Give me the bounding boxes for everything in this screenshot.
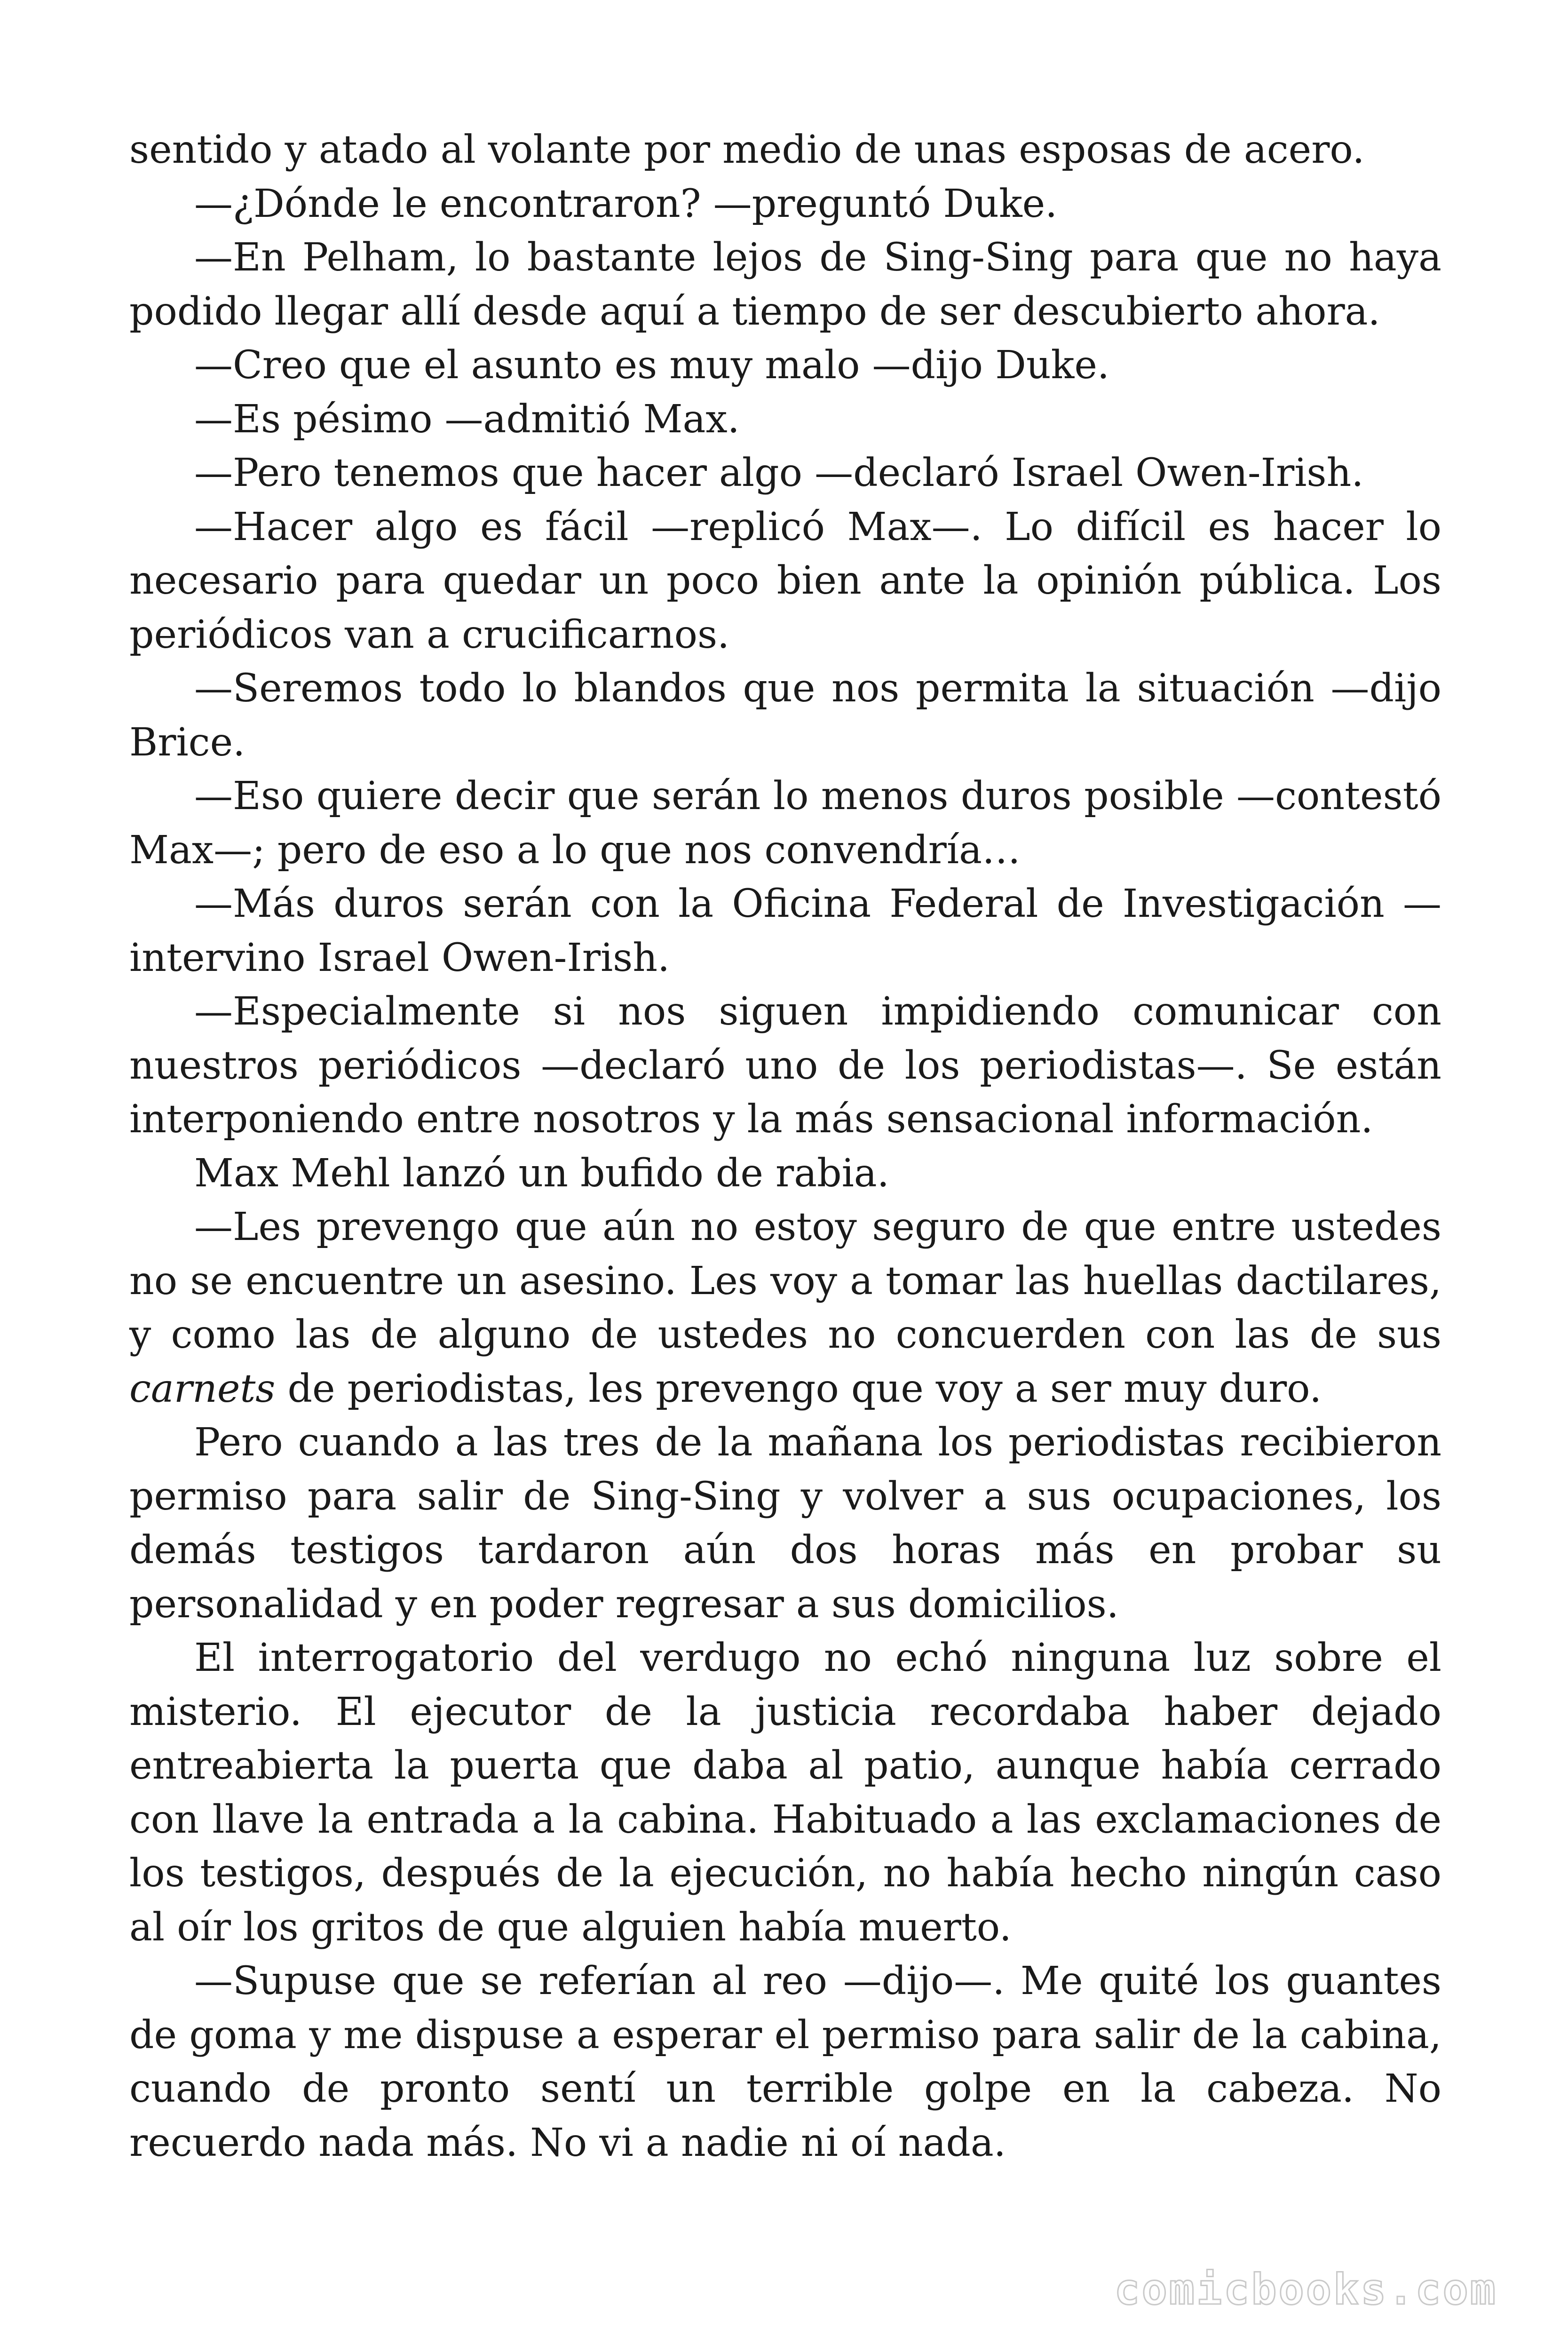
paragraph: sentido y atado al volante por medio de unas esposas de acero. (129, 127, 1365, 172)
paragraph: —Supuse que se referían al reo —dijo—. Me quité los guantes de goma y me dispuse a esperar el permiso para salir de la cabina, cuando de pronto sentí un terrible golpe en la cabeza. No recuerdo nada más. No vi a nadie ni oí nada. (129, 1959, 1441, 2165)
paragraph (129, 1200, 1441, 1416)
paragraph: —Hacer algo es fácil —replicó Max—. Lo difícil es hacer lo necesario para quedar un poco bien ante la opinión pública. Los periódicos van a crucificarnos. (129, 504, 1441, 657)
paragraph-text: de periodistas, les prevengo que voy a ser muy duro. (275, 1366, 1322, 1411)
paragraph: —Seremos todo lo blandos que nos permita la situación —dijo Brice. (129, 666, 1441, 765)
body-text (129, 123, 1441, 2170)
italic-word: carnets (129, 1366, 276, 1411)
paragraph: —Pero tenemos que hacer algo —declaró Israel Owen-Irish. (194, 451, 1364, 495)
paragraph: —Más duros serán con la Oficina Federal de Investigación — intervino Israel Owen-Irish. (129, 882, 1441, 980)
paragraph: —Creo que el asunto es muy malo —dijo Duke. (194, 343, 1109, 388)
paragraph: —Eso quiere decir que serán lo menos duros posible —contestó Max—; pero de eso a lo que nos convendría… (129, 774, 1441, 873)
paragraph: Max Mehl lanzó un bufido de rabia. (194, 1151, 889, 1196)
paragraph: Pero cuando a las tres de la mañana los periodistas recibieron permiso para salir de Sing-Sing y volver a sus ocupaciones, los demás testigos tardaron aún dos horas más en probar su personalidad y en poder regresar a sus domicilios. (129, 1420, 1441, 1627)
paragraph: El interrogatorio del verdugo no echó ninguna luz sobre el misterio. El ejecutor de la justicia recordaba haber dejado entreabierta la puerta que daba al patio, aunque había cerrado con llave la entrada a la cabina. Habituado a las exclamaciones de los testigos, después de la ejecución, no había hecho ningún caso al oír los gritos de que alguien había muerto. (129, 1636, 1441, 1950)
paragraph: —¿Dónde le encontraron? —preguntó Duke. (194, 181, 1058, 226)
paragraph: —En Pelham, lo bastante lejos de Sing-Sing para que no haya podido llegar allí desde aquí a tiempo de ser descubierto ahora. (129, 235, 1441, 334)
site-watermark: comicbooks.com (1114, 2265, 1497, 2314)
paragraph: —Especialmente si nos siguen impidiendo comunicar con nuestros periódicos —declaró uno de los periodistas—. Se están interponiendo entre nosotros y la más sensacional información. (129, 989, 1441, 1142)
paragraph-text: —Les prevengo que aún no estoy seguro de que entre ustedes no se encuentre un asesino. Les voy a tomar las huellas dactilares, y como las de alguno de ustedes no concuerden con las de sus (129, 1205, 1441, 1357)
paragraph: —Es pésimo —admitió Max. (194, 397, 740, 442)
